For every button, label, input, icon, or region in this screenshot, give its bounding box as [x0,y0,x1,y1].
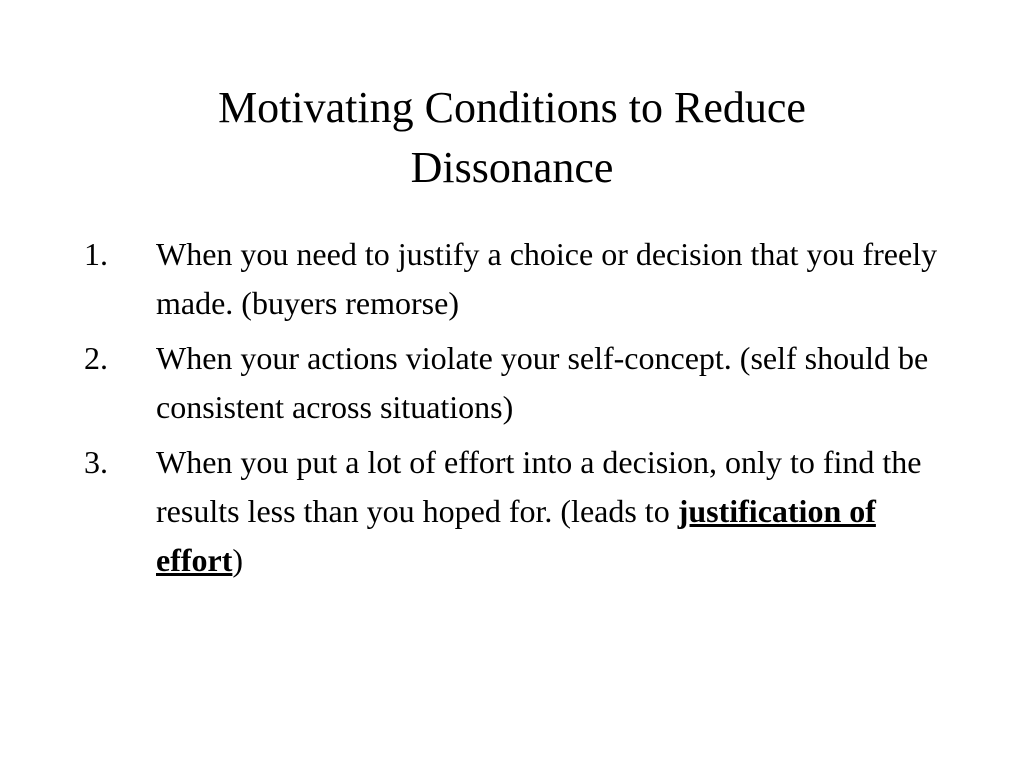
list-item-number: 1. [84,236,108,272]
list-item [84,230,964,328]
list-item-text: When you need to justify a choice or decision that you freely made. (buyers remorse) [156,236,938,321]
list-item-text-end: ) [232,542,244,578]
points-list [84,230,964,591]
slide-title: Motivating Conditions to Reduce Dissonance [218,83,806,192]
list-item-number: 3. [84,444,108,480]
list-item [84,438,964,585]
list-item-text: When you put a lot of effort into a decision, only to find the results less than you hoped for. (leads to [156,444,922,529]
list-item [84,334,964,432]
emphasized-term: justification of effort [156,493,876,578]
list-item-text: When your actions violate your self-concept. (self should be consistent across situations) [156,340,929,425]
list-item-number: 2. [84,340,108,376]
